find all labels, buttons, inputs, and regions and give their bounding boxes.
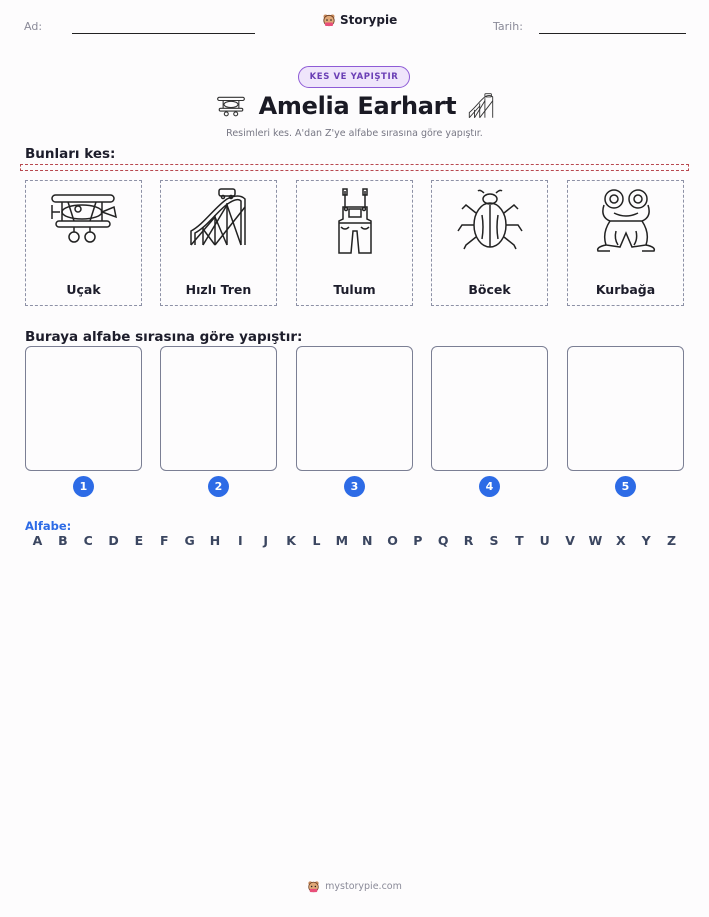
storypie-bear-icon [322,13,336,27]
cut-card-kurbaga[interactable] [567,180,684,306]
activity-badge: KES VE YAPIŞTIR [298,66,410,88]
alphabet-letter: W [588,533,603,548]
name-line [72,33,255,34]
frog-icon [586,187,666,253]
alphabet-letter: D [108,533,119,548]
paste-number-1: 1 [73,476,94,497]
paste-box-3[interactable] [296,346,413,471]
roller-coaster-icon [468,93,494,119]
alphabet-letter: P [413,533,423,548]
alphabet-letter: K [286,533,296,548]
paste-number-5: 5 [615,476,636,497]
card-label: Kurbağa [595,282,656,297]
date-label: Tarih: [493,20,523,33]
brand-logo [322,13,397,27]
biplane-icon [215,95,247,117]
alphabet-letter: A [32,533,43,548]
alphabet-letter: T [515,533,524,548]
alphabet-letter: M [335,533,349,548]
alphabet-letter: S [489,533,499,548]
cut-card-tulum[interactable] [296,180,413,306]
footer-url: mystorypie.com [325,881,402,892]
alphabet-letter: E [134,533,144,548]
alphabet-letter: B [58,533,68,548]
cut-card-ucak[interactable] [25,180,142,306]
alphabet-label: Alfabe: [25,519,72,533]
name-label: Ad: [24,20,43,33]
alphabet-letter: G [184,533,195,548]
paste-number-2: 2 [208,476,229,497]
alphabet-letter: N [361,533,373,548]
date-line [539,33,686,34]
cut-line [20,164,689,171]
alphabet-letter: F [160,533,169,548]
alphabet-row [25,533,684,548]
alphabet-letter: O [387,533,398,548]
alphabet-letter: X [615,533,626,548]
title-row [0,92,709,120]
card-label: Hızlı Tren [185,282,252,297]
card-label: Böcek [468,282,511,297]
paste-box-1[interactable] [25,346,142,471]
footer [0,880,709,893]
biplane-icon [44,187,124,247]
card-label: Tulum [333,282,376,297]
storypie-bear-icon [307,880,320,893]
cut-section-title: Bunları kes: [25,146,116,162]
paste-box-2[interactable] [160,346,277,471]
alphabet-letter: H [209,533,221,548]
overalls-icon [315,187,395,257]
alphabet-letter: Y [641,533,651,548]
alphabet-letter: R [463,533,474,548]
alphabet-letter: I [238,533,243,548]
roller-coaster-icon [179,187,259,247]
alphabet-letter: C [83,533,93,548]
paste-box-4[interactable] [431,346,548,471]
brand-name: Storypie [340,13,398,27]
instructions: Resimleri kes. A'dan Z'ye alfabe sırasına göre yapıştır. [226,128,483,139]
alphabet-letter: V [565,533,575,548]
alphabet-letter: U [539,533,550,548]
beetle-icon [450,187,530,251]
page-title: Amelia Earhart [258,92,457,120]
card-label: Uçak [66,282,101,297]
paste-section-title: Buraya alfabe sırasına göre yapıştır: [25,329,303,345]
cut-card-hizli-tren[interactable] [160,180,277,306]
cut-card-bocek[interactable] [431,180,548,306]
alphabet-letter: Z [666,533,677,548]
paste-number-3: 3 [344,476,365,497]
alphabet-letter: J [263,533,269,548]
paste-number-4: 4 [479,476,500,497]
alphabet-letter: L [312,533,321,548]
paste-box-5[interactable] [567,346,684,471]
alphabet-letter: Q [437,533,449,548]
